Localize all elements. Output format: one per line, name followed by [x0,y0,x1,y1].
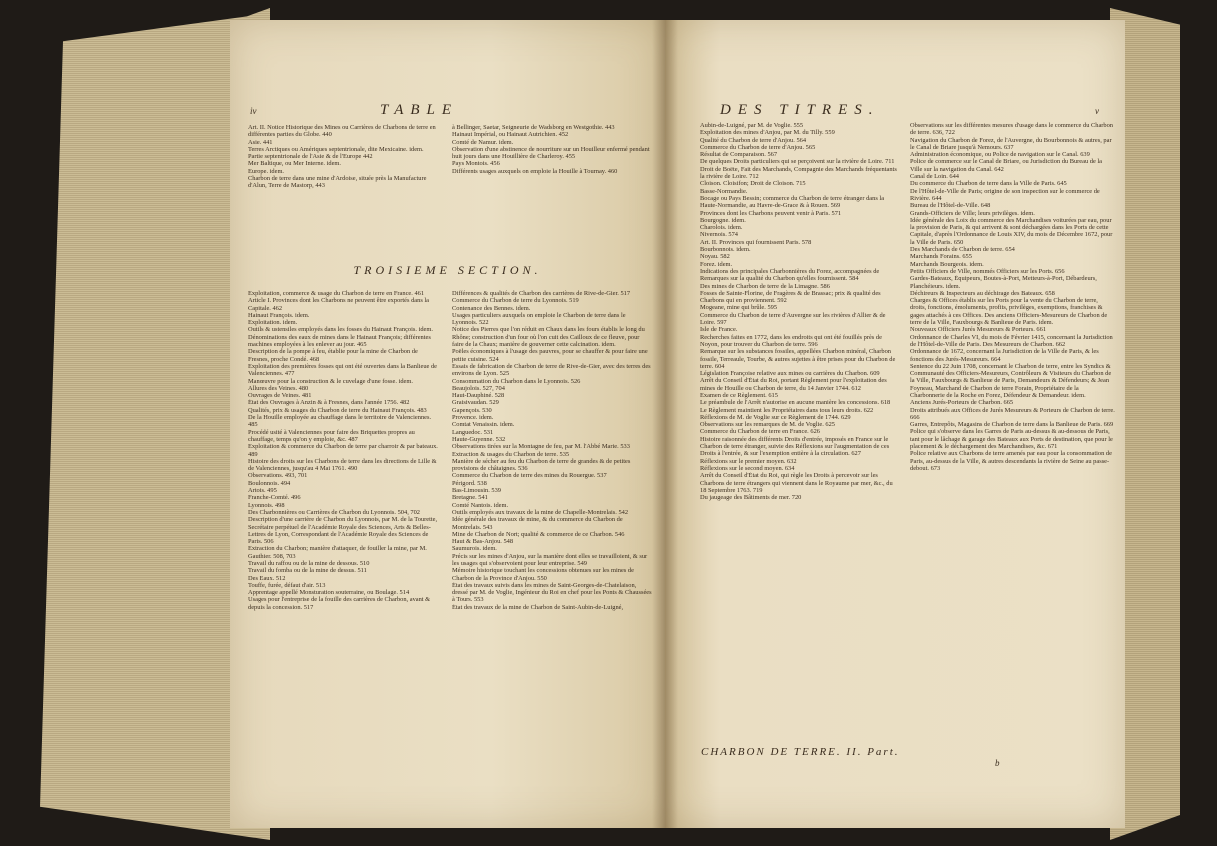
toc-entry: Gardes-Bateaux, Équipeurs, Boutes-à-Port, Metteurs-à-Port, Débardeurs, Planchéieurs. idem. [910,275,1097,290]
toc-entry: Le préambule de l'Arrêt n'autorise en aucune manière les concessions. 618 [700,399,891,407]
toc-entry: Allures des Veines. 480 [248,384,309,392]
toc-entry: Art. II. Notice Historique des Mines ou Carrières de Charbons de terre en différentes parties du Globe. 440 [248,124,436,139]
right-page [665,20,1125,828]
toc-entry: Idée générale des Loix du commerce des Marchandises voiturées par eau, pour la provision de Paris, & qui arrivent & sont déchargées dans les Ports de cette Capitale, d'après l'Ordonnance de Louis XIV, du mois de Décembre 1672, pour la Ville de Paris. 650 [910,216,1113,246]
toc-entry: Comtat Venaissin. idem. [452,421,515,429]
toc-entry: Des Eaux. 512 [248,574,286,582]
toc-entry: Recherches faites en 1772, dans les endroits qui ont été fouillés près de Noyon, pour trouver du Charbon de terre. 596 [700,333,882,348]
toc-entry: Usages particuliers auxquels on emploie le Charbon de terre dans le Lyonnois. 522 [452,311,626,327]
toc-entry: Réflexions sur le premier moyen. 632 [700,457,797,465]
toc-entry: Beaujolois. 527, 704 [452,384,505,392]
toc-entry: Qualité du Charbon de terre d'Anjou. 564 [700,136,807,144]
toc-entry: Description de la pompe à feu, établie pour la mine de Charbon de Fresnes, proche Condé. 468 [248,348,418,363]
toc-entry: Haut-Dauphiné. 528 [452,392,505,400]
toc-entry: Exploitation & commerce du Charbon de terre par charroir & par bateaux. 489 [248,443,438,458]
toc-entry: Dénominations des eaux de mines dans le Hainaut François; différentes machines employées à les enlever au jour. 465 [248,333,431,349]
toc-entry: Exploitation, commerce & usage du Charbon de terre en France. 461 [248,290,425,297]
toc-entry: Indications des principales Charbonnières du Forez, accompagnées de Remarques sur la qualité du Charbon qu'elles fournissent. 584 [700,267,880,283]
left-column-2 [452,290,652,611]
toc-entry: Provence. idem. [452,414,494,422]
toc-entry: Grands-Officiers de Ville; leurs privilèges. idem. [910,209,1035,217]
toc-entry: Contenance des Bennes. idem. [452,304,531,312]
toc-entry: Bourgogne. idem. [700,216,746,224]
toc-entry: Hainaut Impérial, ou Hainaut Autrichien. 452 [452,131,569,139]
toc-entry: Usages pour l'entreprise de la fouille des carrières de Charbon, avant & depuis la concession. 517 [248,596,431,611]
open-book [40,8,1180,840]
toc-entry: Manière de sécher au feu du Charbon de terre de grandes & de petites provisions de châtaignes. 536 [452,457,631,473]
toc-entry: Réflexions de M. de Voglie sur ce Règlement de 1744. 629 [700,413,851,421]
toc-entry: Garres, Entrepôts, Magasins de Charbon de terre dans la Banlieue de Paris. 669 [910,421,1114,429]
toc-entry: Cloison. Cloisifon; Droit de Cloison. 715 [700,180,806,188]
toc-entry: Bocage ou Pays Bessin; commerce du Charbon de terre étranger dans la Haute-Normandie, au Havre-de-Grace & à Rouen. 569 [700,194,885,210]
toc-entry: Droit de Boëte, Fait des Marchands, Compagnie des Marchands fréquentants la rivière de Loire. 712 [700,165,897,181]
toc-entry: Déchireurs & Inspecteurs au déchirage des Bateaux. 658 [910,289,1055,297]
toc-entry: Police qui s'observe dans les Garres de Paris au-dessus & au-dessous de Paris, tant pour le lâchage & garage des Bateaux aux Ports de destination, que pour le placement & le déchargement des Marchandises, &c. 671 [910,428,1113,451]
left-column-1-top [248,124,438,190]
toc-entry: Charges & Offices établis sur les Ports pour la vente du Charbon de terre, droits, fonctions, émoluments, profits, privilèges, exemptions, franchises & gages attachés à ces Offices. Des anciens Officiers-Mesureurs de Charbon de terre de la Ville, Fauxbourgs & Banlieue de Paris. idem. [910,297,1108,327]
toc-entry: Apprentage appellé Monsturation souterraine, ou Boulage. 514 [248,589,410,597]
toc-entry: Commerce du Charbon de terre des mines du Rouergue. 537 [452,472,607,480]
toc-entry: Législation Françoise relative aux mines ou carrières du Charbon. 609 [700,370,880,378]
toc-entry: Remarque sur les substances fossiles, appellées Charbon minéral, Charbon fossile, Terreaule, Tourbe, & autres sujettes à être prises pour du Charbon de terre. 604 [700,348,896,370]
toc-entry: Histoire raisonnée des différents Droits d'entrée, imposés en France sur le Charbon de terre étranger, suivie des Réflexions sur l'augmentation de ces Droits à l'entrée, & sur l'exemption entière à la circulation. 627 [700,435,890,458]
toc-entry: Extraction du Charbon; manière d'attaquer, de fouiller la mine, par M. Gauthier. 508, 703 [248,545,427,560]
toc-entry: Observation d'une abstinence de nourriture sur un Houilleur enfermé pendant huit jours dans une Houillière de Charleroy. 455 [452,145,650,161]
toc-entry: Franche-Comté. 496 [248,494,301,502]
toc-entry: Nivernois. 574 [700,231,738,239]
toc-entry: Noyau. 582 [700,253,730,261]
toc-entry: Bretagne. 541 [452,494,488,502]
toc-entry: Observations sur les remarques de M. de Voglie. 625 [700,421,836,429]
toc-entry: Marchands Forains. 655 [910,253,972,261]
toc-entry: Résultat de Comparaison. 567 [700,151,778,159]
toc-entry: Asie. 441 [248,138,273,146]
toc-entry: Ordonnance de Charles VI, du mois de Février 1415, concernant la Jurisdiction de l'Hôtel-de-Ville de Paris. Des Mesureurs de Charbon. 662 [910,333,1113,348]
toc-entry: Des mines de Charbon de terre de la Limagne. 586 [700,282,830,290]
left-running-head: TABLE [380,102,459,118]
toc-entry: Touffe, furée, défaut d'air. 513 [248,581,326,589]
toc-entry: Gapençois. 530 [452,406,492,414]
toc-entry: De l'Hôtel-de-Ville de Paris; origine de son inspection sur le commerce de Rivière. 644 [910,187,1100,202]
toc-entry: Terres Arctiques ou Amériques septentrionale, dite Mexicaine. idem. [248,145,424,153]
toc-entry: Charolois. idem. [700,224,743,232]
toc-entry: État des travaux suivis dans les mines de Saint-Georges-de-Chatelaison, dressé par M. de Voglie, Ingénieur du Roi en chef pour les Ponts & Chaussées à Tours. 553 [452,581,652,604]
toc-entry: Canal de Loin. 644 [910,173,959,181]
toc-entry: Boulonnois. 494 [248,479,291,487]
toc-entry: Réflexions sur le second moyen. 634 [700,464,795,472]
toc-entry: Outils employés aux travaux de la mine de Chapelle-Montrelais. 542 [452,508,629,516]
toc-entry: Mogeane, mine qui brûle. 595 [700,304,778,312]
right-column-2 [910,122,1115,472]
toc-entry: Mémoire historique touchant les concessions obtenues sur les mines de Charbon de la Province d'Anjou. 550 [452,567,634,582]
toc-entry: Différences & qualités de Charbon des carrières de Rive-de-Gier. 517 [452,290,631,297]
toc-entry: Arrêt du Conseil d'État du Roi, portant Règlement pour l'exploitation des mines de Houille ou Charbon de terre, du 14 Janvier 1744. 612 [700,377,887,392]
toc-entry: État des travaux de la mine de Charbon de Saint-Aubin-de-Luigné, [452,603,624,611]
toc-entry: Observations. 493, 701 [248,472,308,480]
toc-entry: Nouveaux Officiers Jurés Mesureurs & Porteurs. 661 [910,326,1047,334]
toc-entry: Sentence du 22 Juin 1708, concernant le Charbon de terre, entre les Syndics & Communauté des Officiers-Mesureurs, Contrôleurs & Visiteurs du Charbon de la Ville, Fauxbourgs & Banlieue de Paris, Demandeurs & Défendeurs; & Jean Foyneau, Marchand de Charbon de terre Forain, Propriétaire de la Charbonnerie de la Roche en Forez, Défendeur & Demandeur. idem. [910,362,1112,399]
toc-entry: Description d'une carrière de Charbon du Lyonnois, par M. de la Tourette, Secrétaire perpétuel de l'Académie Royale des Sciences, Arts & Belles-Lettres de Lyon, Correspondant de l'Académie Royale des Sciences de Paris. 506 [248,516,438,546]
toc-entry: Comté Nantois. idem. [452,501,509,509]
signature-mark: b [995,758,1000,768]
toc-entry: Commerce du Charbon de terre d'Anjou. 565 [700,143,816,151]
toc-entry: Outils & ustensiles employés dans les fosses du Hainaut François. idem. [248,326,433,334]
toc-entry: Partie septentrionale de l'Asie & de l'Europe 442 [248,153,373,161]
toc-entry: Des Marchands de Charbon de terre. 654 [910,246,1015,254]
toc-entry: Notice des Pierres que l'on réduit en Chaux dans les fours établis le long du Rhône; construction d'un four où l'on cuit des Cailloux de ce fleuve, pour faire de la Chaux; manière de gouverner cette calcination. idem. [452,326,645,349]
left-column-2-top [452,124,652,175]
toc-entry: De la Houille employée au chauffage dans le territoire de Valenciennes. 485 [248,414,432,429]
toc-entry: Manœuvre pour la construction & le cuvelage d'une fosse. idem. [248,377,413,385]
toc-entry: Bureau de l'Hôtel-de-Ville. 648 [910,202,991,210]
toc-entry: Commerce du Charbon de terre d'Auvergne sur les rivières d'Allier & de Loire. 597 [700,311,886,327]
toc-entry: Périgord. 538 [452,479,487,487]
toc-entry: Qualités, prix & usages du Charbon de terre du Hainaut François. 483 [248,406,427,414]
toc-entry: Extraction & usages du Charbon de terre. 535 [452,450,570,458]
toc-entry: Différents usages auxquels on emploie la Houille à Tournay. 460 [452,167,618,175]
toc-entry: Procédé usité à Valenciennes pour faire des Briquettes propres au chauffage, temps qu'on y emploie, &c. 487 [248,428,415,443]
toc-entry: Travail du fomba ou de la mine de dessus. 511 [248,567,367,575]
toc-entry: Bas-Limousin. 539 [452,487,501,495]
toc-entry: Haut & Bas-Anjou. 548 [452,538,514,546]
toc-entry: Anciens Jurés-Porteurs de Charbon. 665 [910,399,1014,407]
right-folio: v [1095,106,1099,116]
toc-entry: Exploitation des mines d'Anjou, par M. du Tilly. 559 [700,129,835,137]
toc-entry: Arrêt du Conseil d'État du Roi, qui règle les Droits à percevoir sur les Charbons de terre étrangers qui viennent dans le Royaume par mer, &c., du 18 Septembre 1763. 719 [700,472,893,494]
toc-entry: Aubin-de-Luigné, par M. de Voglie. 555 [700,122,804,129]
toc-entry: Commerce du Charbon de terre en France. 626 [700,428,820,436]
toc-entry: Exploitation des premières fosses qui ont été ouvertes dans la Banlieue de Valenciennes. 477 [248,362,438,378]
toc-entry: Essais de fabrication de Charbon de terre de Rive-de-Gier, avec des terres des environs de Lyon. 525 [452,362,651,378]
toc-entry: Du commerce du Charbon de terre dans la Ville de Paris. 645 [910,180,1067,188]
toc-entry: État des Ouvrages à Anzin & à Fresnes, dans l'année 1756. 482 [248,399,410,407]
footer-catchline: CHARBON DE TERRE. II. Part. [701,746,900,758]
toc-entry: Art. II. Provinces qui fournissent Paris. 578 [700,238,812,246]
toc-entry: Article I. Provinces dont les Charbons ne peuvent être exportés dans la Capitale. 462 [248,297,430,312]
toc-entry: Lyonnois. 498 [248,501,285,509]
section-title: TROISIEME SECTION. [353,263,542,277]
toc-entry: Graisivaudan. 529 [452,399,499,407]
toc-entry: Exploitation. idem. [248,319,298,327]
toc-entry: Artois. 495 [248,487,277,495]
toc-entry: Europe. idem. [248,167,285,175]
toc-entry: Poëles économiques à l'usage des pauvres, pour se chauffer & pour faire une petite cuisine. 524 [452,348,648,363]
toc-entry: De quelques Droits particuliers qui se perçoivent sur la rivière de Loire. 711 [700,158,895,166]
toc-entry: Languedoc. 531 [452,428,494,436]
toc-entry: Provinces dont les Charbons peuvent venir à Paris. 571 [700,209,842,217]
toc-entry: Histoire des droits sur les Charbons de terre dans les directions de Lille & de Valenciennes, jusqu'au 4 Mai 1761. 490 [248,457,437,473]
toc-entry: Police relative aux Charbons de terre amenés par eau pour la consommation de Paris, au-dessus de la Ville, & autres descendants la rivière de Seine au passe-debout. 673 [910,450,1112,472]
toc-entry: Précis sur les mines d'Anjou, sur la manière dont elles se travailloient, & sur les usages qui s'observoient pour leur entreprise. 549 [452,552,648,567]
toc-entry: Mine de Charbon de Nort; qualité & commerce de ce Charbon. 546 [452,530,625,538]
toc-entry: Administration économique, ou Police de navigation sur le Canal. 639 [910,151,1090,159]
toc-entry: Forez. idem. [700,260,733,268]
toc-entry: Ouvrages de Veines. 481 [248,392,312,400]
toc-entry: Navigation du Charbon de Forez, de l'Auvergne, du Bourbonnois & autres, par le Canal de Briare jusqu'à Nemours. 637 [910,136,1112,151]
toc-entry: Ordonnance de 1672, concernant la Jurisdiction de la Ville de Paris, & les fonctions des Jurés-Mesureurs. 664 [910,348,1099,363]
toc-entry: Observations sur les différentes mesures d'usage dans le commerce du Charbon de terre. 636, 722 [910,122,1113,137]
toc-entry: Mer Baltique, ou Mer Interne. idem. [248,160,341,168]
toc-entry: Bourbonnois. idem. [700,246,751,254]
toc-entry: Fosses de Sainte-Florine, de Fragères & de Brassac; prix & qualité des Charbons qui en proviennent. 592 [700,289,881,305]
toc-entry: Haute-Guyenne. 532 [452,435,506,443]
toc-entry: Travail du raffou ou de la mine de dessous. 510 [248,559,370,567]
toc-entry: Comté de Namur. idem. [452,138,514,146]
toc-entry: Observations tirées sur la Montagne de feu, par M. l'Abbé Marie. 533 [452,443,630,451]
toc-entry: Charbon de terre dans une mine d'Ardoise, située près la Manufacture d'Alun, Terre de Mastorp, 443 [248,175,427,190]
left-column-1 [248,290,438,611]
toc-entry: Consommation du Charbon dans le Lyonnois. 526 [452,377,581,385]
toc-entry: Isle de France. [700,326,738,334]
toc-entry: Saumurois. idem. [452,545,497,553]
toc-entry: Hainaut François. idem. [248,311,310,319]
toc-entry: Police de commerce sur le Canal de Briare, ou Jurisdiction du Bureau de la Ville sur la navigation du Canal. 642 [910,158,1103,173]
toc-entry: Du jaugeage des Bâtiments de mer. 720 [700,494,802,502]
toc-entry: Le Règlement maintient les Propriétaires dans tous leurs droits. 622 [700,406,874,414]
left-page [230,20,665,828]
right-running-head: DES TITRES. [720,102,880,118]
toc-entry: à Bellinger, Saetar, Seigneurie de Wadsborg en Westgothie. 443 [452,124,615,131]
toc-entry: Droits attribués aux Offices de Jurés Mesureurs & Porteurs de Charbon de terre. 666 [910,406,1115,421]
toc-entry: Commerce du Charbon de terre du Lyonnois. 519 [452,297,579,305]
right-column-1 [700,122,900,501]
toc-entry: Pays Montois. 456 [452,160,500,168]
left-folio: iv [250,106,257,116]
toc-entry: Basse-Normandie. [700,187,748,195]
toc-entry: Des Charbonnières ou Carrières de Charbon du Lyonnois. 504, 702 [248,508,420,516]
toc-entry: Marchands Bourgeois. idem. [910,260,984,268]
toc-entry: Examen de ce Règlement. 615 [700,391,778,399]
toc-entry: Idée générale des travaux de mine, & du commerce du Charbon de Montrelais. 543 [452,516,623,531]
book-gutter [652,20,678,828]
toc-entry: Petits Officiers de Ville, nommés Officiers sur les Ports. 656 [910,267,1065,275]
